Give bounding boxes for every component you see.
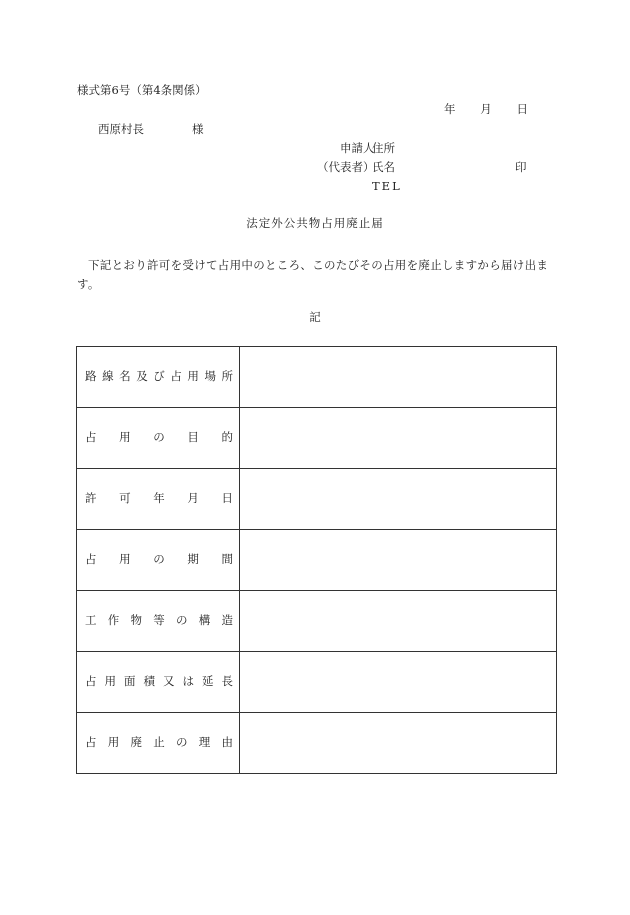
row-value-cell[interactable] xyxy=(240,469,557,530)
addressee-honorific: 様 xyxy=(192,122,204,136)
table-row xyxy=(77,591,557,652)
ki-heading: 記 xyxy=(309,310,321,324)
row-value-cell[interactable] xyxy=(240,713,557,774)
table-row xyxy=(77,347,557,408)
row-label: 路 線 名 及 び 占 用 場 所 xyxy=(85,369,233,384)
row-label-cell xyxy=(77,591,240,652)
row-label-cell xyxy=(77,713,240,774)
applicant-label: 申請人 xyxy=(340,141,375,155)
address-label: 住所 xyxy=(372,141,395,155)
date-day: 日 xyxy=(516,102,528,116)
table-row xyxy=(77,530,557,591)
addressee-name: 西原村長 xyxy=(98,122,144,136)
row-label-cell xyxy=(77,469,240,530)
row-label: 許 可 年 月 日 xyxy=(85,491,233,506)
row-label-cell xyxy=(77,530,240,591)
row-value-cell[interactable] xyxy=(240,347,557,408)
form-number: 様式第6号（第4条関係） xyxy=(77,83,207,97)
addressee xyxy=(98,124,204,136)
row-value-cell[interactable] xyxy=(240,530,557,591)
table-row xyxy=(77,652,557,713)
document-title: 法定外公共物占用廃止届 xyxy=(246,216,384,230)
date-month: 月 xyxy=(480,102,492,116)
row-label: 占 用 面 積 又 は 延 長 xyxy=(85,674,233,689)
date-year: 年 xyxy=(444,102,456,116)
row-label: 占 用 の 目 的 xyxy=(85,430,233,445)
table-row xyxy=(77,408,557,469)
row-label-cell xyxy=(77,347,240,408)
row-label-cell xyxy=(77,652,240,713)
row-value-cell[interactable] xyxy=(240,652,557,713)
table-row xyxy=(77,713,557,774)
row-value-cell[interactable] xyxy=(240,591,557,652)
table-row xyxy=(77,469,557,530)
name-label: 氏名 xyxy=(372,160,395,174)
body-text: 下記とおり許可を受けて占用中のところ、このたびその占用を廃止しますから届け出ます。 xyxy=(77,258,549,291)
seal-mark: 印 xyxy=(515,160,527,174)
details-table xyxy=(76,346,557,774)
row-label: 工 作 物 等 の 構 造 xyxy=(85,613,233,628)
row-label: 占 用 廃 止 の 理 由 xyxy=(85,735,233,750)
date-line xyxy=(444,104,528,116)
representative-label: （代表者） xyxy=(317,160,375,174)
row-value-cell[interactable] xyxy=(240,408,557,469)
row-label-cell xyxy=(77,408,240,469)
tel-label: TEL xyxy=(372,179,402,193)
row-label: 占 用 の 期 間 xyxy=(85,552,233,567)
